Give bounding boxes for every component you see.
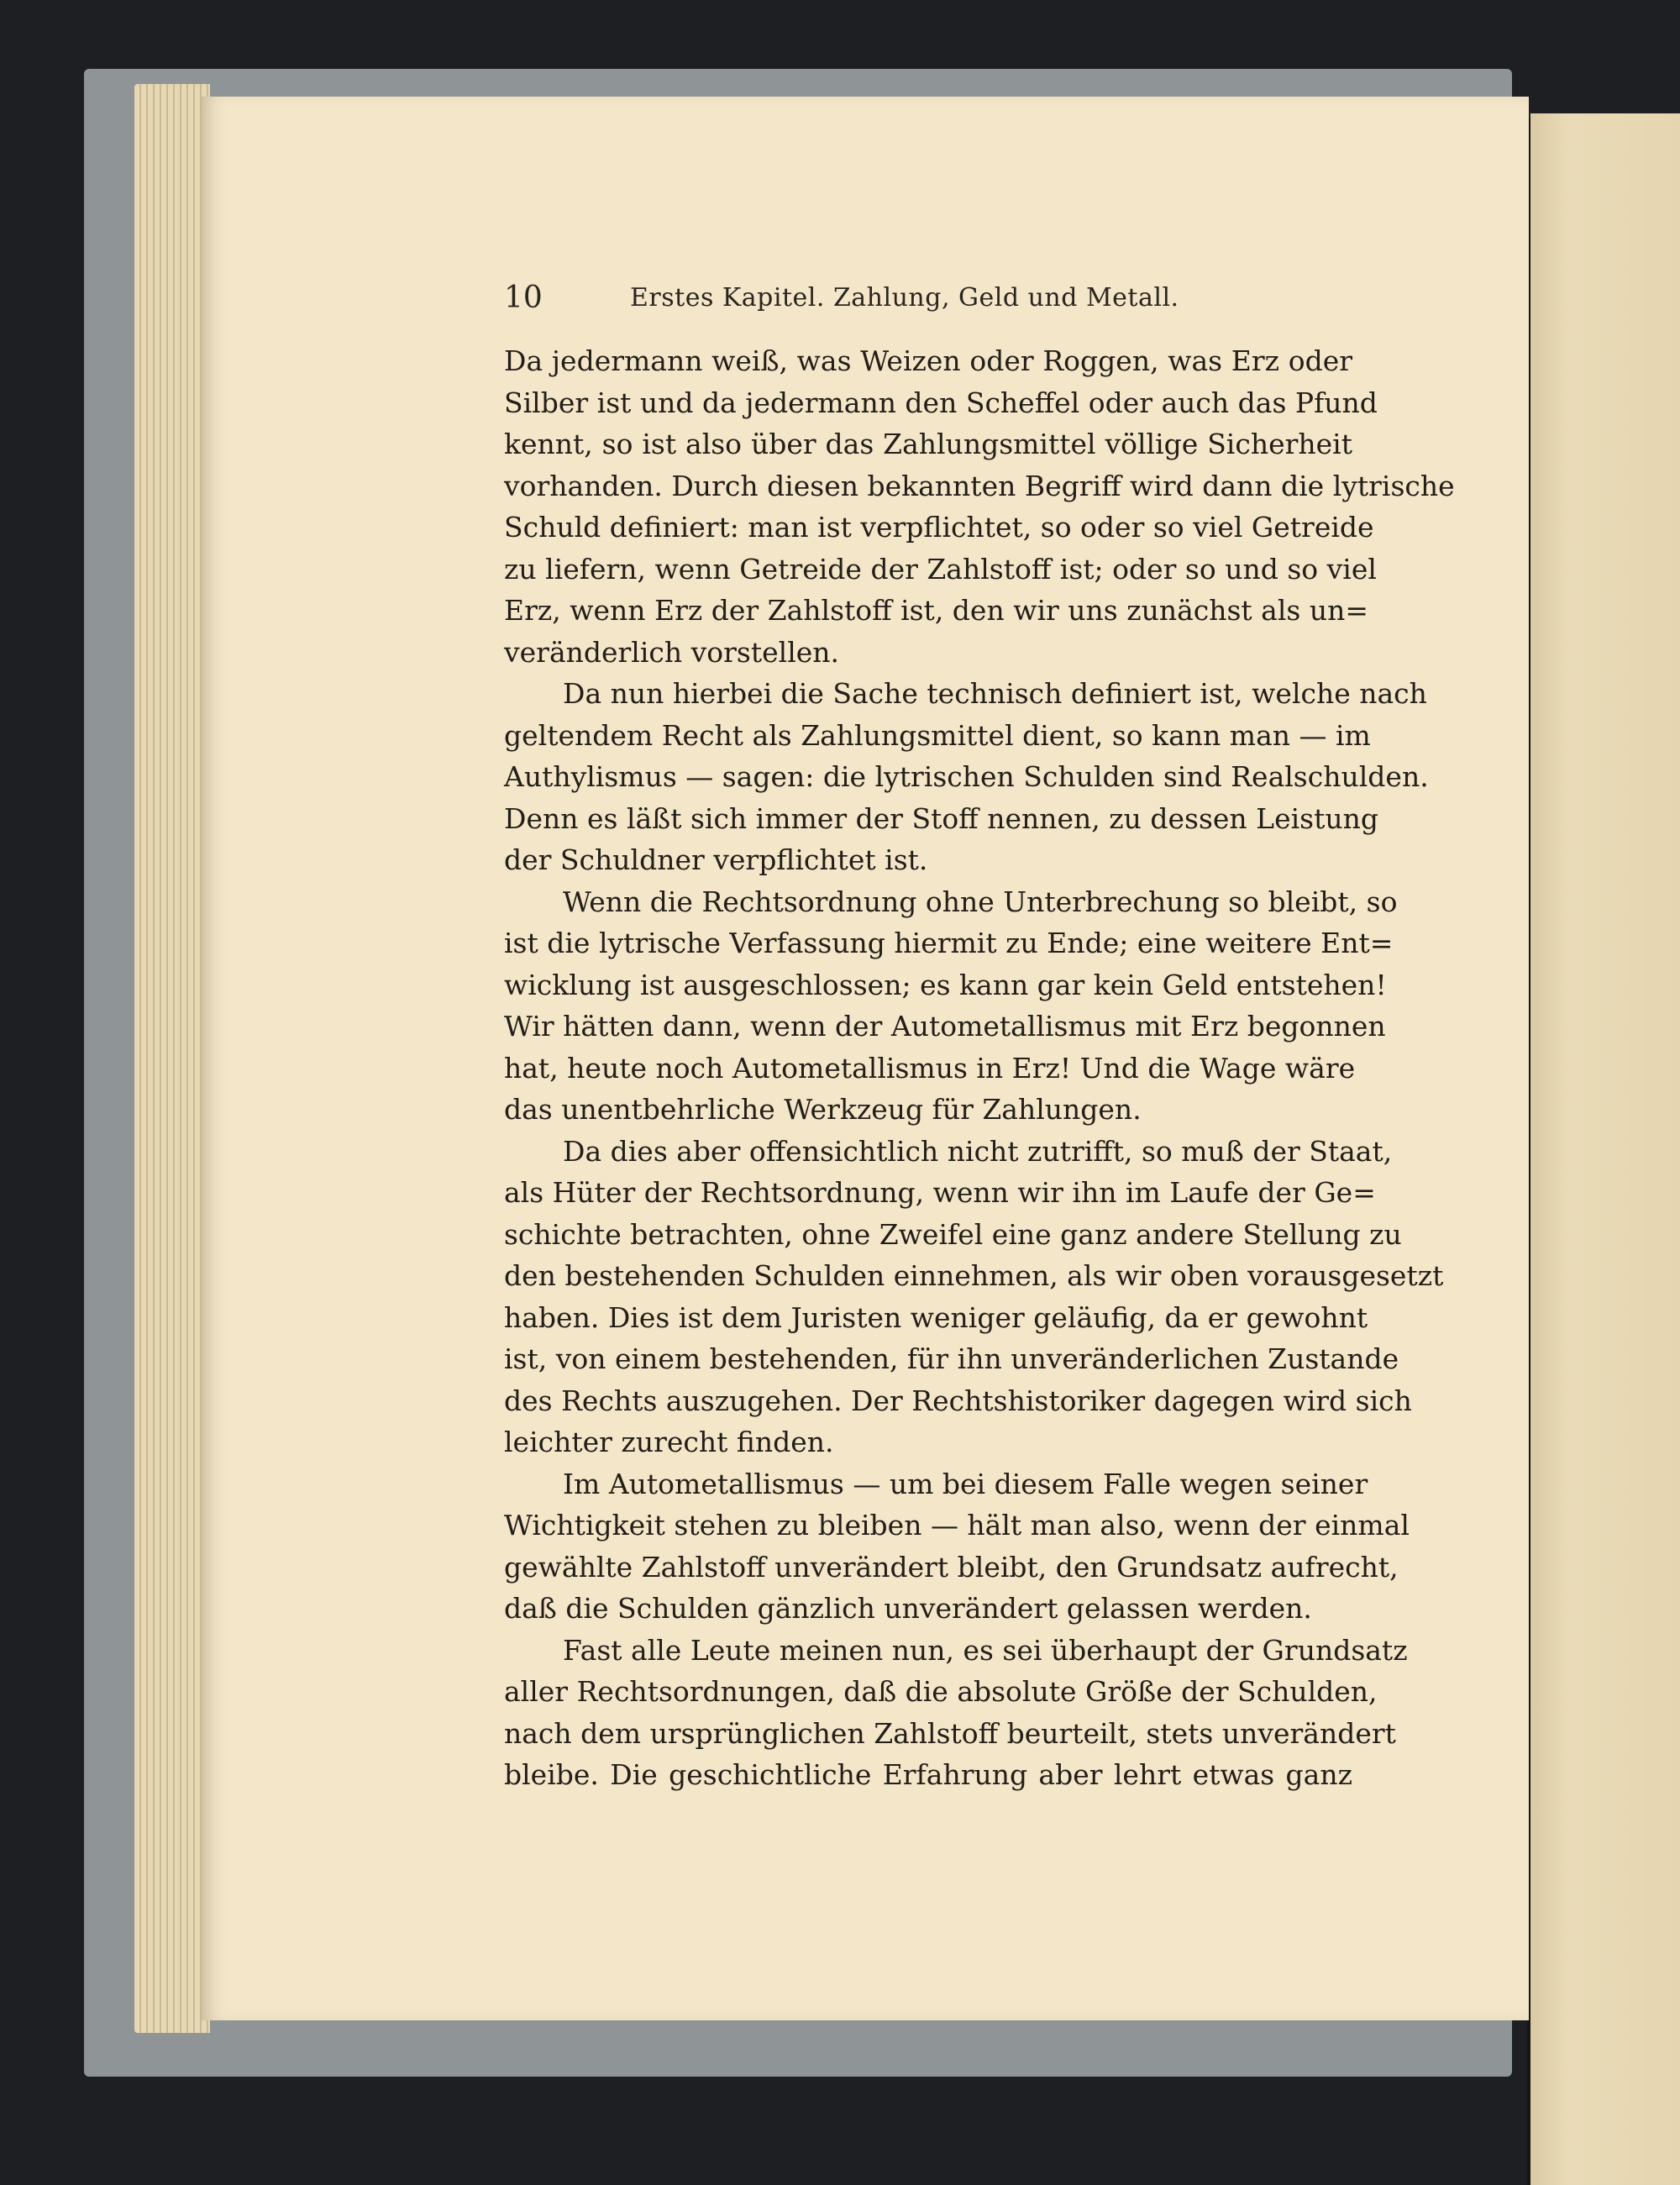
text-line: als Hüter der Rechtsordnung, wenn wir ihn im Laufe der Ge= [504,1176,1376,1209]
text-line: Erz, wenn Erz der Zahlstoff ist, den wir uns zunächst als un= [504,594,1368,627]
text-line: Fast alle Leute meinen nun, es sei überhaupt der Grundsatz [563,1633,1408,1667]
text-line: ist die lytrische Verfassung hiermit zu Ende; eine weitere Ent= [504,927,1394,959]
text-line: Im Autometallismus — um bei diesem Falle wegen seiner [563,1467,1368,1500]
text-line: kennt, so ist also über das Zahlungsmittel völlige Sicherheit [504,428,1352,460]
text-line: Wenn die Rechtsordnung ohne Unterbrechung so bleibt, so [563,885,1398,918]
text-line: gewählte Zahlstoff unverändert bleibt, den Grundsatz aufrecht, [504,1550,1399,1584]
text-line: bleibe. Die geschichtliche Erfahrung aber lehrt etwas ganz [504,1758,1352,1791]
paragraph [504,1463,1410,1630]
text-line: Da dies aber offensichtlich nicht zutrifft, so muß der Staat, [563,1134,1393,1168]
text-line: Schuld definiert: man ist verpflichtet, so oder so viel Getreide [504,511,1374,544]
body-text [504,340,1455,1796]
chapter-title: Erstes Kapitel. Zahlung, Geld und Metall. [630,283,1179,313]
paragraph [504,1131,1444,1463]
paragraph [504,881,1398,1131]
text-line: ist, von einem bestehenden, für ihn unveränderlichen Zustande [504,1342,1399,1375]
text-line: geltendem Recht als Zahlungsmittel dient, so kann man — im [504,718,1371,752]
paragraph [504,340,1455,673]
text-line: den bestehenden Schulden einnehmen, als wir oben vorausgesetzt [504,1259,1444,1292]
page-number: 10 [504,281,543,315]
text-line: hat, heute noch Autometallismus in Erz! Und die Wage wäre [504,1051,1356,1085]
text-line: veränderlich vorstellen. [504,635,840,669]
text-line: zu liefern, wenn Getreide der Zahlstoff ist; oder so und so viel [504,552,1377,586]
text-line: haben. Dies ist dem Juristen weniger geläufig, da er gewohnt [504,1300,1368,1334]
paragraph [504,673,1429,881]
text-line: schichte betrachten, ohne Zweifel eine ganz andere Stellung zu [504,1217,1402,1251]
text-line: daß die Schulden gänzlich unverändert gelassen werden. [504,1592,1312,1625]
text-line: wicklung ist ausgeschlossen; es kann gar kein Geld entstehen! [504,968,1387,1001]
text-line: Denn es läßt sich immer der Stoff nennen, zu dessen Leistung [504,801,1378,835]
text-line: nach dem ursprünglichen Zahlstoff beurteilt, stets unverändert [504,1716,1396,1750]
text-line: das unentbehrliche Werkzeug für Zahlungen. [504,1093,1142,1126]
running-head [504,277,1193,319]
page-edges [134,84,210,2033]
text-line: Da jedermann weiß, was Weizen oder Roggen, was Erz oder [504,344,1352,377]
text-line: der Schuldner verpflichtet ist. [504,843,928,876]
text-line: aller Rechtsordnungen, daß die absolute Größe der Schulden, [504,1675,1378,1708]
text-line: vorhanden. Durch diesen bekannten Begriff wird dann die lytrische [504,469,1455,502]
text-line: leichter zurecht finden. [504,1426,834,1458]
paragraph [504,1630,1408,1796]
text-line: Silber ist und da jedermann den Scheffel oder auch das Pfund [504,386,1378,419]
text-line: des Rechts auszugehen. Der Rechtshistoriker dagegen wird sich [504,1384,1412,1417]
text-line: Wir hätten dann, wenn der Autometallismus mit Erz begonnen [504,1010,1386,1043]
text-line: Authylismus — sagen: die lytrischen Schulden sind Realschulden. [504,760,1429,793]
facing-page-edge [1530,113,1680,2185]
text-line: Da nun hierbei die Sache technisch definiert ist, welche nach [563,677,1427,710]
text-line: Wichtigkeit stehen zu bleiben — hält man also, wenn der einmal [504,1509,1410,1542]
